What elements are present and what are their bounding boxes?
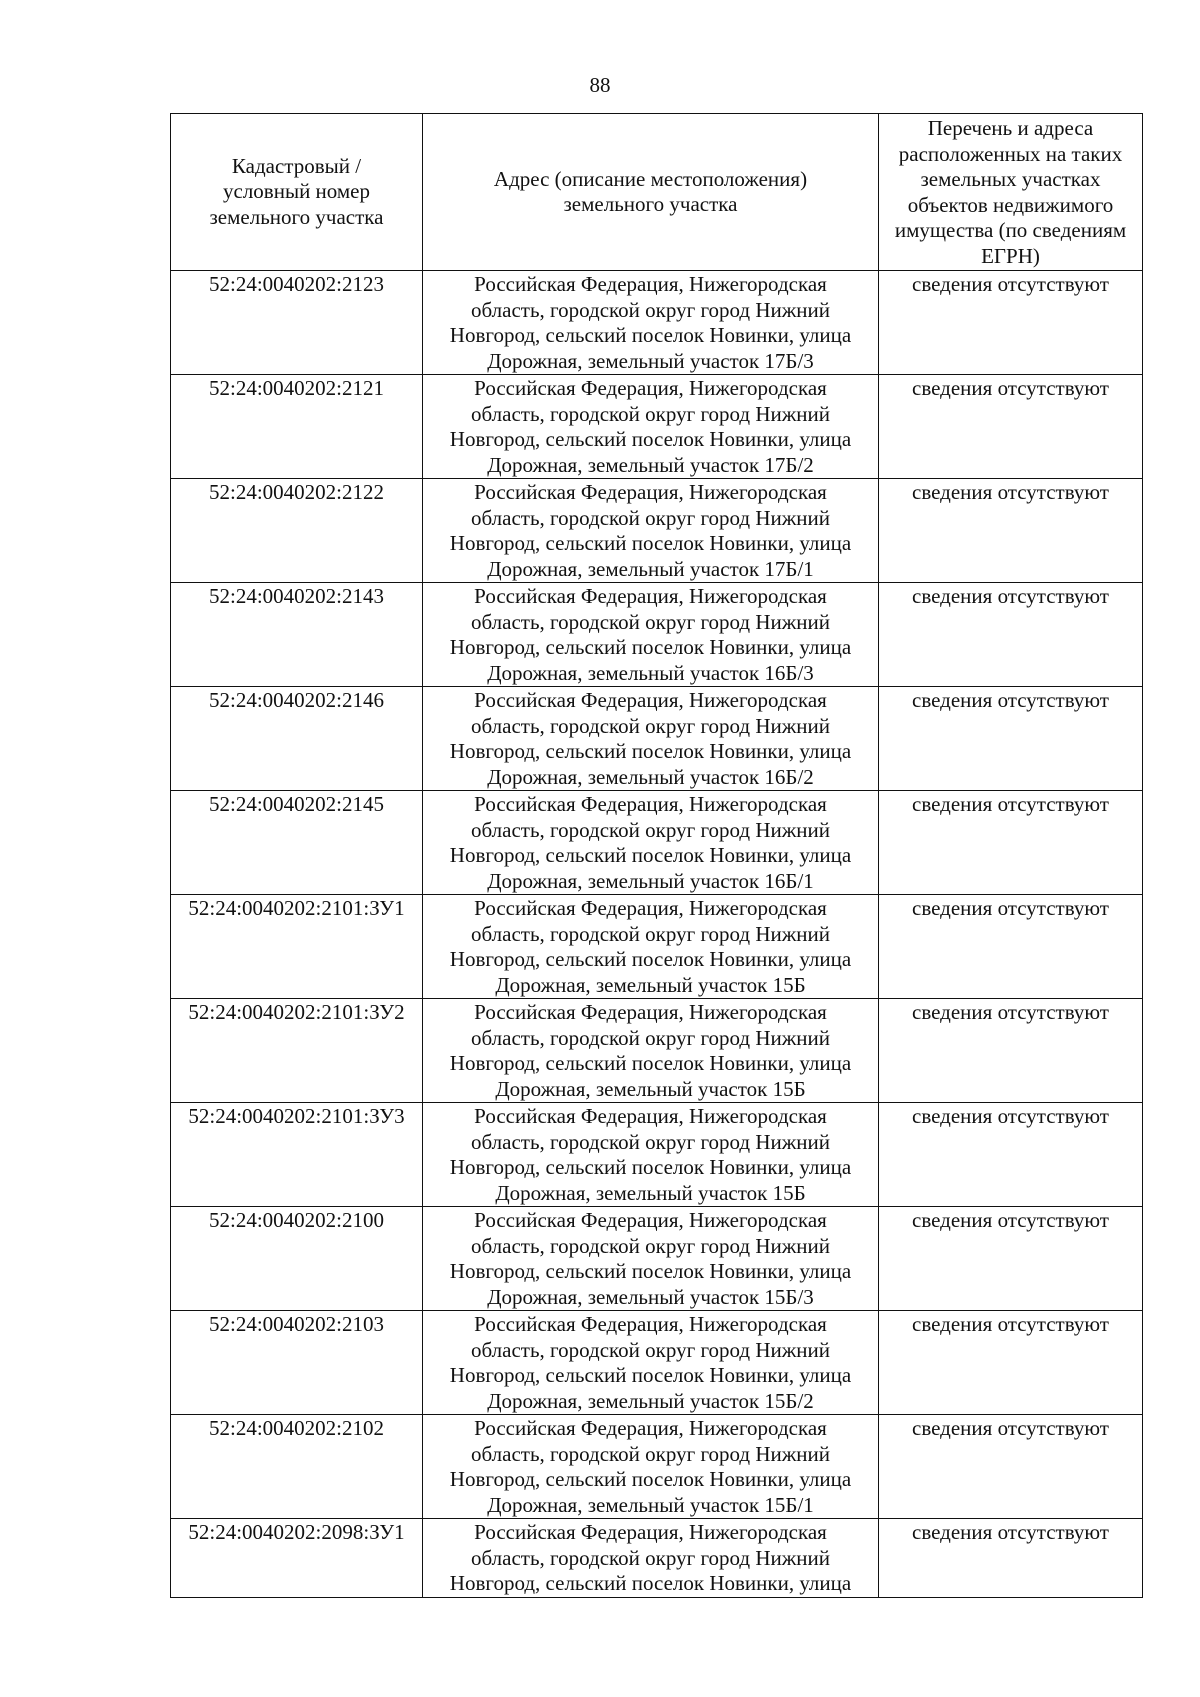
cadastral-number-cell: 52:24:0040202:2100 [171,1207,423,1311]
table-row [171,271,1143,375]
address-cell: Российская Федерация, Нижегородская область, городской округ город Нижний Новгород, сельский поселок Новинки, улица Дорожная, земельный участок 15Б/3 [423,1207,879,1311]
objects-cell: сведения отсутствуют [879,687,1143,791]
land-plots-table [170,113,1143,1598]
table-row [171,1415,1143,1519]
table-header-row [171,114,1143,271]
table-row [171,791,1143,895]
address-cell: Российская Федерация, Нижегородская область, городской округ город Нижний Новгород, сельский поселок Новинки, улица Дорожная, земельный участок 16Б/2 [423,687,879,791]
table-row [171,583,1143,687]
table-row [171,1519,1143,1598]
objects-cell: сведения отсутствуют [879,1103,1143,1207]
header-real-estate-objects: Перечень и адреса расположенных на таких земельных участках объектов недвижимого имущества (по сведениям ЕГРН) [879,114,1143,271]
cadastral-number-cell: 52:24:0040202:2101:ЗУ3 [171,1103,423,1207]
table-row [171,375,1143,479]
objects-cell: сведения отсутствуют [879,999,1143,1103]
address-cell: Российская Федерация, Нижегородская область, городской округ город Нижний Новгород, сельский поселок Новинки, улица Дорожная, земельный участок 17Б/3 [423,271,879,375]
cadastral-number-cell: 52:24:0040202:2101:ЗУ1 [171,895,423,999]
table-row [171,1207,1143,1311]
address-cell: Российская Федерация, Нижегородская область, городской округ город Нижний Новгород, сельский поселок Новинки, улица [423,1519,879,1598]
header-cadastral-number: Кадастровый / условный номер земельного участка [171,114,423,271]
objects-cell: сведения отсутствуют [879,375,1143,479]
cadastral-number-cell: 52:24:0040202:2103 [171,1311,423,1415]
cadastral-number-cell: 52:24:0040202:2101:ЗУ2 [171,999,423,1103]
table-body [171,271,1143,1598]
objects-cell: сведения отсутствуют [879,1311,1143,1415]
objects-cell: сведения отсутствуют [879,791,1143,895]
objects-cell: сведения отсутствуют [879,271,1143,375]
cadastral-number-cell: 52:24:0040202:2145 [171,791,423,895]
address-cell: Российская Федерация, Нижегородская область, городской округ город Нижний Новгород, сельский поселок Новинки, улица Дорожная, земельный участок 16Б/3 [423,583,879,687]
objects-cell: сведения отсутствуют [879,479,1143,583]
table-header [171,114,1143,271]
cadastral-number-cell: 52:24:0040202:2143 [171,583,423,687]
address-cell: Российская Федерация, Нижегородская область, городской округ город Нижний Новгород, сельский поселок Новинки, улица Дорожная, земельный участок 17Б/1 [423,479,879,583]
table-row [171,999,1143,1103]
cadastral-number-cell: 52:24:0040202:2121 [171,375,423,479]
address-cell: Российская Федерация, Нижегородская область, городской округ город Нижний Новгород, сельский поселок Новинки, улица Дорожная, земельный участок 15Б/2 [423,1311,879,1415]
objects-cell: сведения отсутствуют [879,895,1143,999]
objects-cell: сведения отсутствуют [879,1207,1143,1311]
objects-cell: сведения отсутствуют [879,583,1143,687]
address-cell: Российская Федерация, Нижегородская область, городской округ город Нижний Новгород, сельский поселок Новинки, улица Дорожная, земельный участок 17Б/2 [423,375,879,479]
cadastral-number-cell: 52:24:0040202:2102 [171,1415,423,1519]
address-cell: Российская Федерация, Нижегородская область, городской округ город Нижний Новгород, сельский поселок Новинки, улица Дорожная, земельный участок 16Б/1 [423,791,879,895]
address-cell: Российская Федерация, Нижегородская область, городской округ город Нижний Новгород, сельский поселок Новинки, улица Дорожная, земельный участок 15Б [423,1103,879,1207]
cadastral-number-cell: 52:24:0040202:2098:ЗУ1 [171,1519,423,1598]
address-cell: Российская Федерация, Нижегородская область, городской округ город Нижний Новгород, сельский поселок Новинки, улица Дорожная, земельный участок 15Б [423,895,879,999]
objects-cell: сведения отсутствуют [879,1415,1143,1519]
table-row [171,687,1143,791]
address-cell: Российская Федерация, Нижегородская область, городской округ город Нижний Новгород, сельский поселок Новинки, улица Дорожная, земельный участок 15Б/1 [423,1415,879,1519]
cadastral-number-cell: 52:24:0040202:2122 [171,479,423,583]
objects-cell: сведения отсутствуют [879,1519,1143,1598]
table-row [171,479,1143,583]
page-number: 88 [589,73,611,97]
table-row [171,895,1143,999]
cadastral-number-cell: 52:24:0040202:2123 [171,271,423,375]
table-row [171,1311,1143,1415]
header-address: Адрес (описание местоположения) земельного участка [423,114,879,271]
table-row [171,1103,1143,1207]
cadastral-number-cell: 52:24:0040202:2146 [171,687,423,791]
address-cell: Российская Федерация, Нижегородская область, городской округ город Нижний Новгород, сельский поселок Новинки, улица Дорожная, земельный участок 15Б [423,999,879,1103]
